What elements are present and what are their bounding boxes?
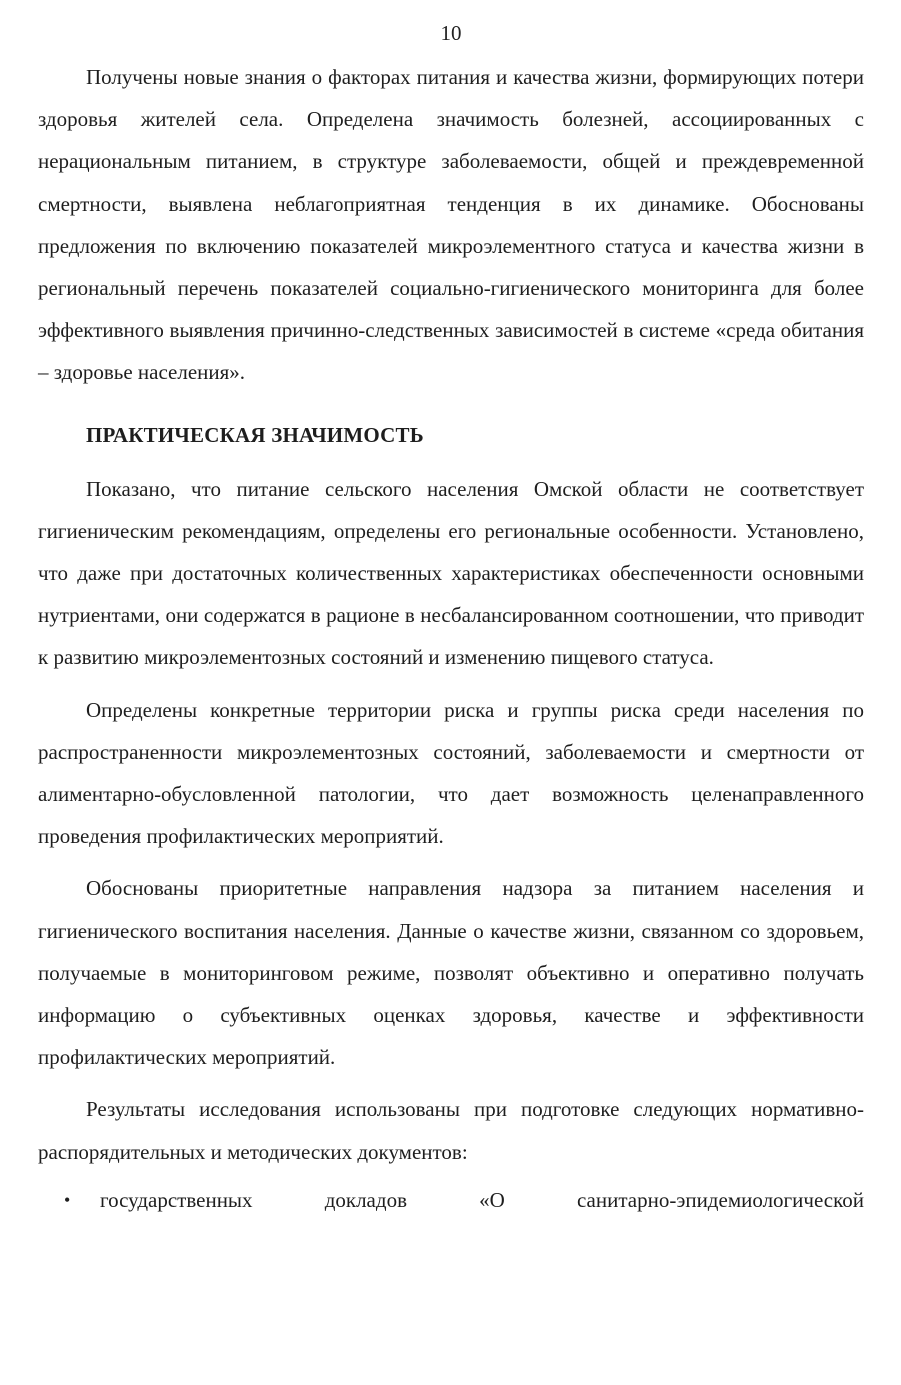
- page-number: 10: [440, 21, 462, 45]
- section-heading: ПРАКТИЧЕСКАЯ ЗНАЧИМОСТЬ: [86, 422, 424, 447]
- list-item: [38, 1179, 864, 1221]
- list-item-text: государственных докладов «О санитарно-эпидемиологической: [100, 1187, 864, 1212]
- bullet-icon: •: [64, 1189, 71, 1210]
- practical-paragraph-4: Результаты исследования использованы при подготовке следующих нормативно-распорядительных и методических документов:: [38, 1097, 864, 1164]
- document-page: [38, 16, 864, 1221]
- practical-paragraph-3: Обоснованы приоритетные направления надзора за питанием населения и гигиенического воспитания населения. Данные о качестве жизни, связанном со здоровьем, получаемые в мониторинговом режиме, позволят объективно и оперативно получать информацию о субъективных оценках здоровья, качестве и эффективности профилактических мероприятий.: [38, 876, 864, 1070]
- novelty-paragraph: Получены новые знания о факторах питания и качества жизни, формирующих потери здоровья жителей села. Определена значимость болезней, ассоциированных с нерациональным питанием, в структуре заболеваемости, общей и преждевременной смертности, выявлена неблагоприятная тенденция в их динамике. Обоснованы предложения по включению показателей микроэлементного статуса и качества жизни в региональный перечень показателей социально-гигиенического мониторинга для более эффективного выявления причинно-следственных зависимостей в системе «среда обитания – здоровье населения».: [38, 65, 864, 385]
- practical-paragraph-1: Показано, что питание сельского населения Омской области не соответствует гигиеническим рекомендациям, определены его региональные особенности. Установлено, что даже при достаточных количественных характеристиках обеспеченности основными нутриентами, они содержатся в рационе в несбалансированном соотношении, что приводит к развитию микроэлементозных состояний и изменению пищевого статуса.: [38, 476, 864, 670]
- practical-paragraph-2: Определены конкретные территории риска и группы риска среди населения по распространенности микроэлементозных состояний, заболеваемости и смертности от алиментарно-обусловленной патологии, что дает возможность целенаправленного проведения профилактических мероприятий.: [38, 697, 864, 849]
